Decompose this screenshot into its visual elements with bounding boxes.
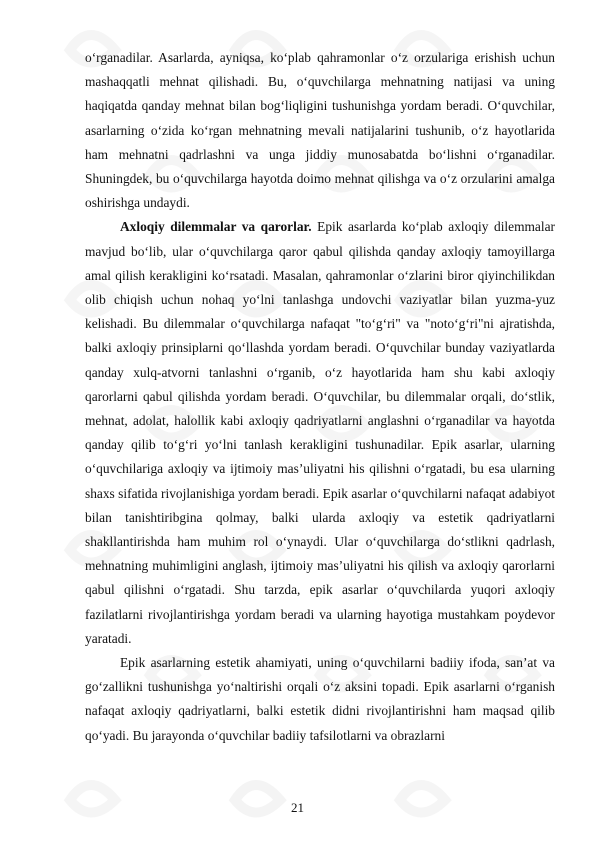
page-number: 21 <box>291 800 304 815</box>
paragraph-2-text: Epik asarlarda ko‘plab axloqiy dilemmalar mavjud bo‘lib, ular o‘quvchilarga qaror qabul qilishda qanday axloqiy tamoyillarga amal qilish kerakligini ko‘rsatadi. Masalan, qahramonlar o‘zlarini biror qiyinchilikdan olib chiqish uchun nohaq yo‘lni tanlashga undovchi vaziyatlar bilan yuzma-yuz kelishadi. Bu dilemmalar o‘quvchilarga nafaqat "to‘g‘ri" va "noto‘g‘ri"ni ajratishda, balki axloqiy prinsiplarni qo‘llashda yordam beradi. O‘quvchilar bunday vaziyatlarda qanday xulq-atvorni tanlashni o‘rganib, o‘z hayotlarida ham shu kabi axloqiy qarorlarni qabul qilishda yordam beradi. O‘quvchilar, bu dilemmalar orqali, do‘stlik, mehnat, adolat, halollik kabi axloqiy qadriyatlarni anglashni o‘rganadilar va hayotda qanday qilib to‘g‘ri yo‘lni tanlash kerakligini tushunadilar. Epik asarlar, ularning o‘quvchilariga axloqiy va ijtimoiy mas’uliyatni his qilishni o‘rgatadi, bu esa ularning shaxs sifatida rivojlanishiga yordam beradi. Epik asarlar o‘quvchilarni nafaqat adabiyot bilan tanishtiribgina qolmay, balki ularda axloqiy va estetik qadriyatlarni shakllantirishda ham muhim rol o‘ynaydi. Ular o‘quvchilarga do‘stlikni qadrlash, mehnatning muhimligini anglash, ijtimoiy mas’uliyatni his qilish va axloqiy qarorlarni qabul qilishni o‘rgatadi. Shu tarzda, epik asarlar o‘quvchilarda yuqori axloqiy fazilatlarni rivojlantirishga yordam beradi va ularning hayotiga mustahkam poydevor yaratadi. <box>85 219 555 646</box>
paragraph-2 <box>85 215 555 651</box>
paragraph-1 <box>85 46 555 215</box>
paragraph-2-heading: Axloqiy dilemmalar va qarorlar. <box>120 219 312 235</box>
document-body <box>85 46 555 748</box>
paragraph-1-text: o‘rganadilar. Asarlarda, ayniqsa, ko‘plab qahramonlar o‘z orzulariga erishish uchun mashaqqatli mehnat qilishadi. Bu, o‘quvchilarga mehnatning natijasi va uning haqiqatda qanday mehnat bilan bog‘liqligini tushunishga yordam beradi. O‘quvchilar, asarlarning o‘zida ko‘rgan mehnatning mevali natijalarini tushunib, o‘z hayotlarida ham mehnatni qadrlashni va unga jiddiy munosabatda bo‘lishni o‘rganadilar. Shuningdek, bu o‘quvchilarga hayotda doimo mehnat qilishga va o‘z orzularini amalga oshirishga undaydi. <box>85 50 555 211</box>
paragraph-3 <box>85 651 555 748</box>
paragraph-3-text: Epik asarlarning estetik ahamiyati, uning o‘quvchilarni badiiy ifoda, san’at va go‘zallikni tushunishga yo‘naltirishi orqali o‘z aksini topadi. Epik asarlarni o‘rganish nafaqat axloqiy qadriyatlarni, balki estetik didni rivojlantirishni ham maqsad qilib qo‘yadi. Bu jarayonda o‘quvchilar badiiy tafsilotlarni va obrazlarni <box>85 655 555 743</box>
